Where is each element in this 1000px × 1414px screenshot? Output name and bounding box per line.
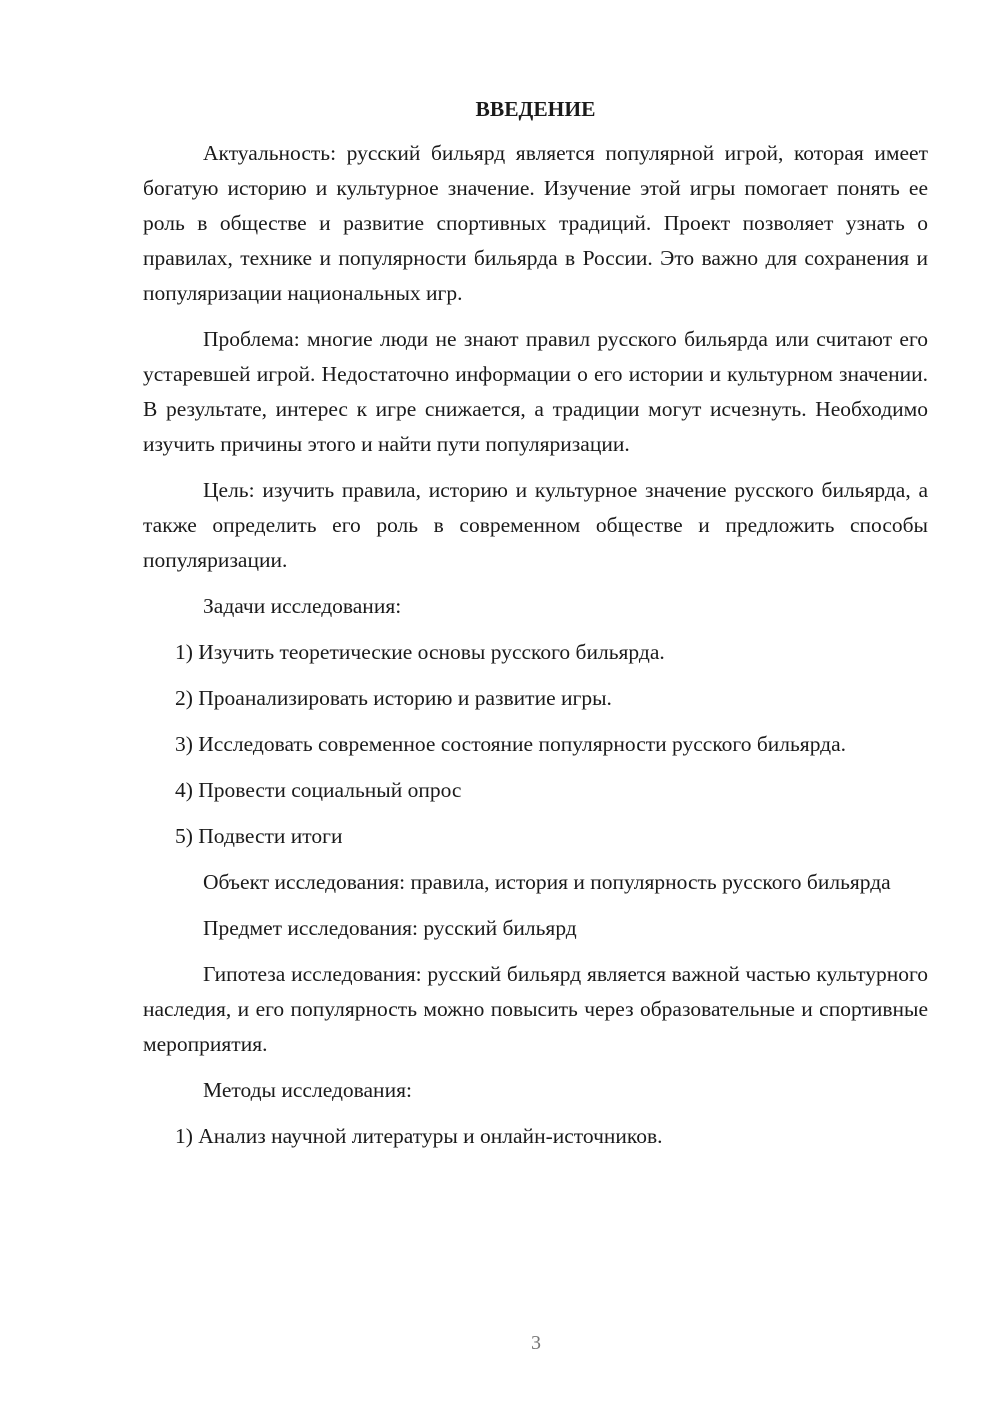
problem-paragraph: Проблема: многие люди не знают правил русского бильярда или считают его устаревшей игрой. Недостаточно информации о его истории и культурном значении. В результате, интерес к игре снижается, а традиции могут исчезнуть. Необходимо изучить причины этого и найти пути популяризации.	[143, 327, 928, 456]
section-title: ВВЕДЕНИЕ	[475, 97, 596, 121]
page-number: 3	[531, 1332, 541, 1354]
tasks-heading: Задачи исследования:	[203, 594, 402, 618]
subject-paragraph: Предмет исследования: русский бильярд	[203, 916, 577, 940]
method-item: 1) Анализ научной литературы и онлайн-источников.	[175, 1124, 663, 1148]
hypothesis-paragraph: Гипотеза исследования: русский бильярд является важной частью культурного наследия, и его популярность можно повысить через образовательные и спортивные мероприятия.	[143, 962, 928, 1056]
methods-heading: Методы исследования:	[203, 1078, 412, 1102]
goal-paragraph: Цель: изучить правила, историю и культурное значение русского бильярда, а также определить его роль в современном обществе и предложить способы популяризации.	[143, 478, 928, 572]
task-item: 5) Подвести итоги	[175, 824, 343, 848]
task-item: 3) Исследовать современное состояние популярности русского бильярда.	[175, 732, 847, 756]
task-item: 2) Проанализировать историю и развитие игры.	[175, 686, 612, 710]
task-item: 4) Провести социальный опрос	[175, 778, 462, 802]
object-paragraph: Объект исследования: правила, история и популярность русского бильярда	[203, 870, 891, 894]
task-item: 1) Изучить теоретические основы русского бильярда.	[175, 640, 665, 664]
relevance-paragraph: Актуальность: русский бильярд является популярной игрой, которая имеет богатую историю и культурное значение. Изучение этой игры помогает понять ее роль в обществе и развитие спортивных традиций. Проект позволяет узнать о правилах, технике и популярности бильярда в России. Это важно для сохранения и популяризации национальных игр.	[143, 141, 928, 305]
page-content	[143, 92, 928, 1165]
